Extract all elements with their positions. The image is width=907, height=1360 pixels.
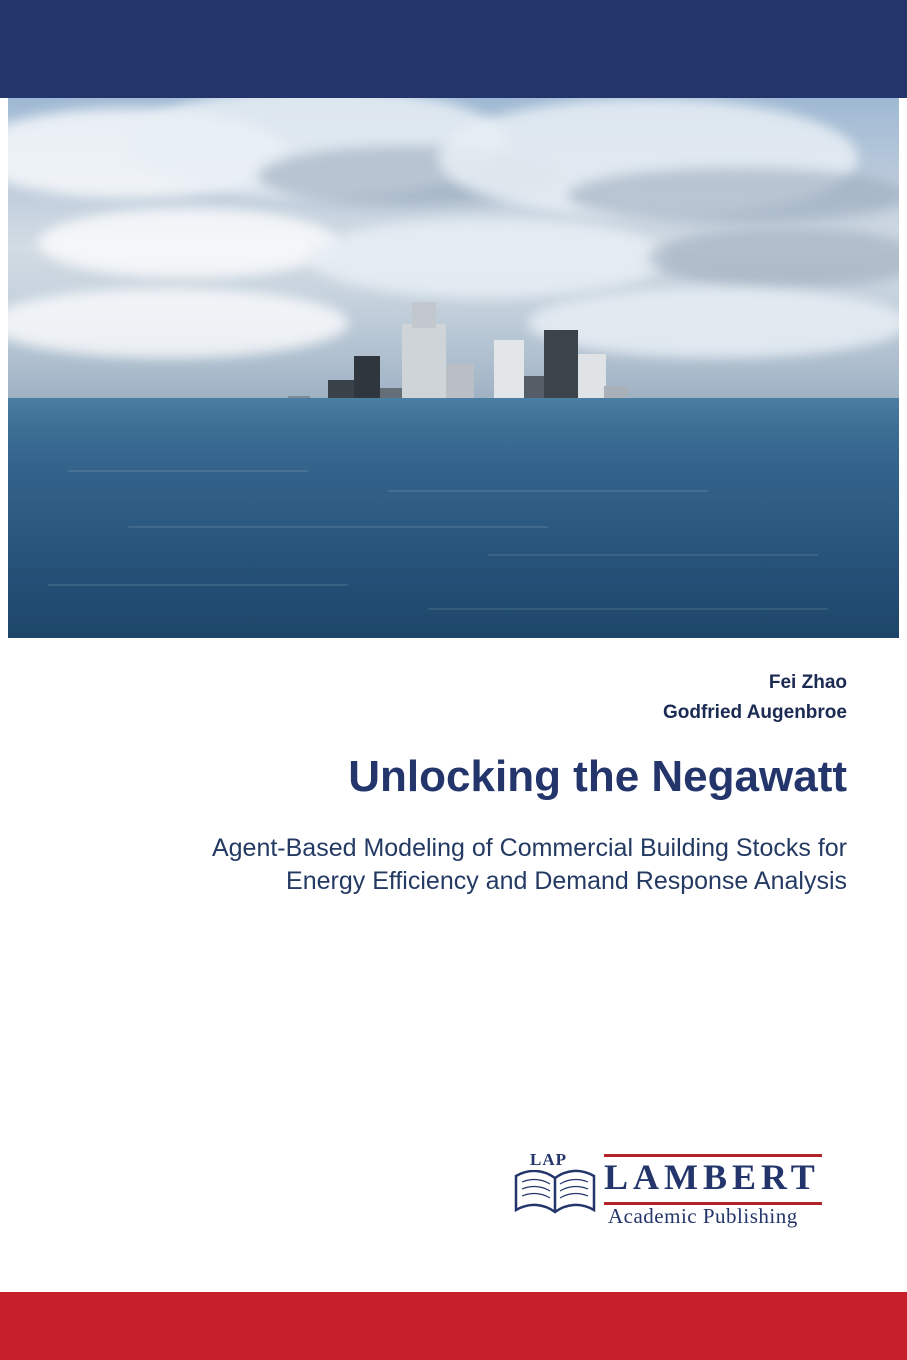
publisher-tagline: Academic Publishing — [608, 1204, 798, 1228]
author-name: Fei Zhao — [768, 672, 847, 693]
cover-photograph — [8, 98, 899, 638]
book-title: Unlocking the Negawatt — [348, 752, 847, 801]
publisher-name: LAMBERT — [604, 1157, 820, 1197]
publisher-mark: LAP — [526, 1150, 571, 1170]
top-color-band — [0, 0, 907, 98]
bottom-color-band — [0, 1292, 907, 1360]
author-name: Godfried Augenbroe — [662, 702, 847, 723]
book-subtitle: Agent-Based Modeling of Commercial Building Stocks for Energy Efficiency and Demand Response Analysis — [211, 834, 847, 895]
harbor-water — [8, 398, 899, 638]
publisher-logo — [512, 1148, 822, 1226]
authors-list — [0, 668, 847, 728]
